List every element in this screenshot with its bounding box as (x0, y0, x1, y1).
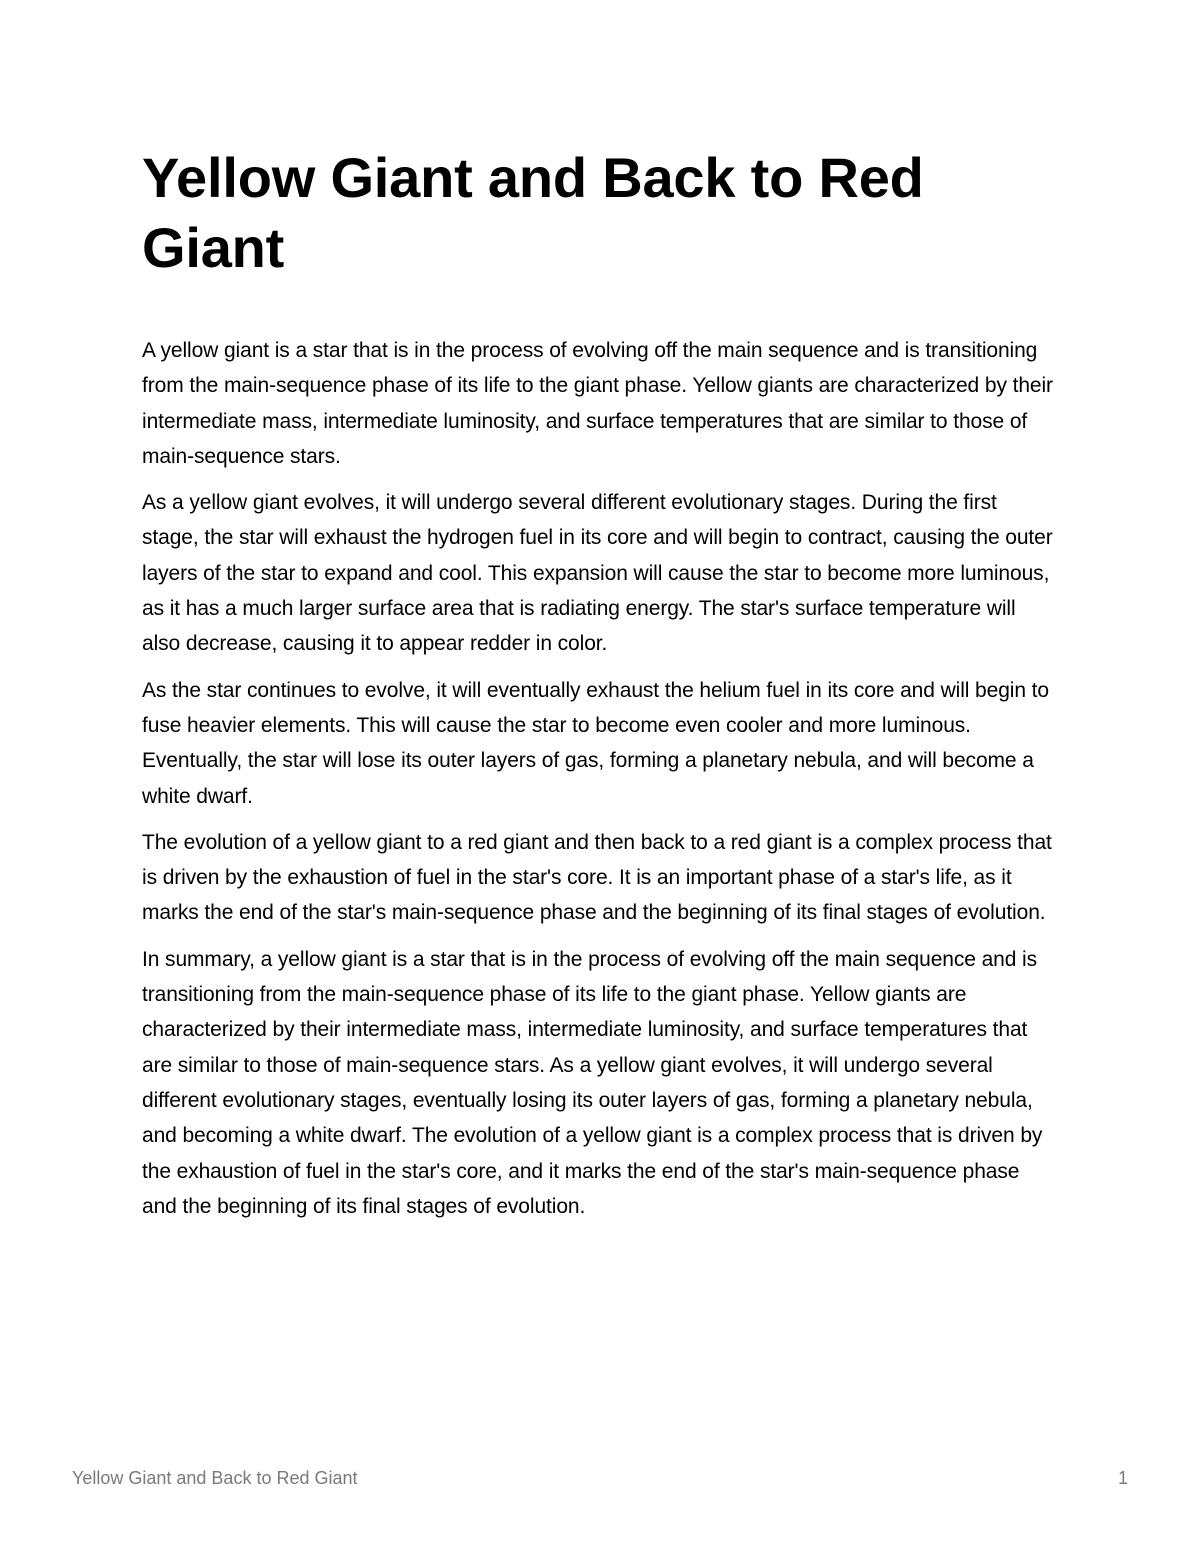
page-footer (72, 1466, 1128, 1490)
paragraph-4: The evolution of a yellow giant to a red giant and then back to a red giant is a complex process that is driven by the exhaustion of fuel in the star's core. It is an important phase of a star's life, as it marks the end of the star's main-sequence phase and the beginning of its final stages of evolution. (142, 830, 1052, 925)
footer-title: Yellow Giant and Back to Red Giant (72, 1468, 358, 1488)
paragraph-1: A yellow giant is a star that is in the process of evolving off the main sequence and is transitioning from the main-sequence phase of its life to the giant phase. Yellow giants are characterized by their intermediate mass, intermediate luminosity, and surface temperatures that are similar to those of main-sequence stars. (142, 339, 1053, 468)
document-title: Yellow Giant and Back to Red Giant (142, 146, 924, 279)
paragraph-3: As the star continues to evolve, it will eventually exhaust the helium fuel in its core and will begin to fuse heavier elements. This will cause the star to become even cooler and more luminous. Eventually, the star will lose its outer layers of gas, forming a planetary nebula, and will become a white dwarf. (142, 678, 1049, 808)
footer-page-number: 1 (1117, 1468, 1128, 1488)
paragraph-2: As a yellow giant evolves, it will undergo several different evolutionary stages. During the first stage, the star will exhaust the hydrogen fuel in its core and will begin to contract, causing the outer layers of the star to expand and cool. This expansion will cause the star to become more luminous, as it has a much larger surface area that is radiating energy. The star's surface temperature will also decrease, causing it to appear redder in color. (142, 491, 1053, 656)
document-body (142, 143, 1057, 1235)
paragraph-5: In summary, a yellow giant is a star that is in the process of evolving off the main sequence and is transitioning from the main-sequence phase of its life to the giant phase. Yellow giants are characterized by their intermediate mass, intermediate luminosity, and surface temperatures that are similar to those of main-sequence stars. As a yellow giant evolves, it will undergo several different evolutionary stages, eventually losing its outer layers of gas, forming a planetary nebula, and becoming a white dwarf. The evolution of a yellow giant is a complex process that is driven by the exhaustion of fuel in the star's core, and it marks the end of the star's main-sequence phase and the beginning of its final stages of evolution. (142, 947, 1043, 1218)
